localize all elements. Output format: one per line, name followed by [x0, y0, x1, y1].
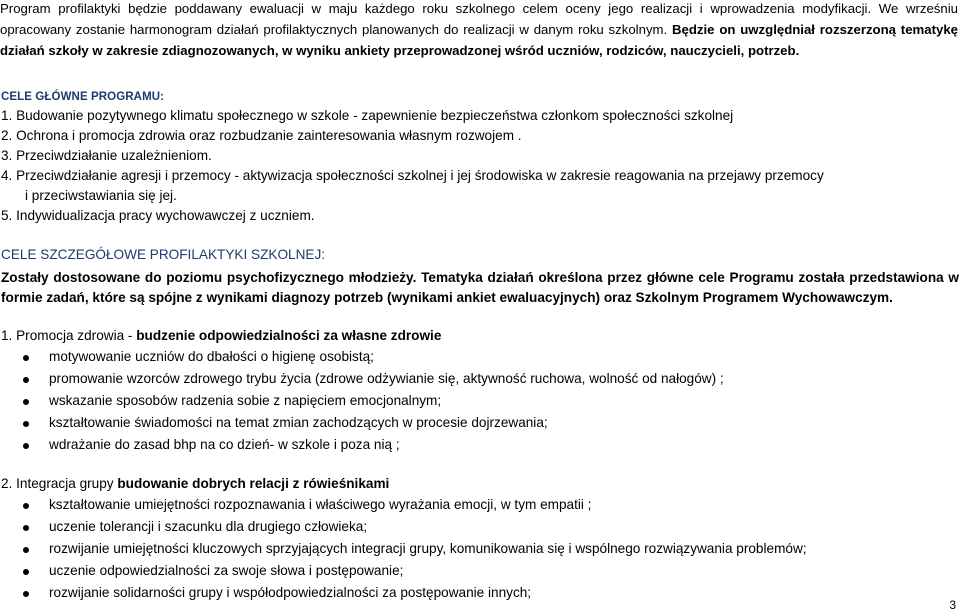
list-item-text: rozwijanie solidarności grupy i współodpowiedzialności za postępowanie innych; [49, 585, 532, 600]
page-number: 3 [949, 598, 956, 612]
bullet-icon [23, 355, 29, 361]
list-item-text: uczenie tolerancji i szacunku dla drugiego człowieka; [49, 519, 368, 534]
main-goal-item: 1. Budowanie pozytywnego klimatu społecznego w szkole - zapewnienie bezpieczeństwa członkom społeczności szkolnej [1, 108, 734, 123]
intro-text: Program profilaktyki będzie poddawany ewaluacji w maju każdego roku szkolnego celem oceny jego realizacji i wprowadzenia modyfikacji. We wrześniu opracowany zostanie harmonogram działań profilaktycznych planowanych do realizacji w danym roku szkolnym. [0, 1, 958, 37]
section1-prefix: 1. Promocja zdrowia - [1, 328, 137, 343]
main-goal-item: 5. Indywidualizacja pracy wychowawczej z uczniem. [1, 208, 315, 223]
bullet-icon [23, 377, 29, 383]
list-item-text: wskazanie sposobów radzenia sobie z napięciem emocjonalnym; [49, 393, 442, 408]
list-item-text: rozwijanie umiejętności kluczowych sprzyjających integracji grupy, komunikowania się i wspólnego rozwiązywania problemów; [49, 541, 807, 556]
main-goal-item: 4. Przeciwdziałanie agresji i przemocy - aktywizacja społeczności szkolnej i jej środowiska w zakresie reagowania na przejawy przemocy [1, 168, 824, 183]
bullet-icon [23, 503, 29, 509]
intro-paragraph [0, 0, 958, 61]
section1-title [1, 328, 441, 343]
list-item-text: wdrażanie do zasad bhp na co dzień- w szkole i poza nią ; [49, 437, 400, 452]
specific-goals-paragraph-part2: Tematyka działań określona przez główne cele Programu została przedstawiona w formie zadań, które są spójne z wynikami diagnozy potrzeb (wynikami ankiet ewaluacyjnych) oraz Szkolnym Programem Wychowawczym. [1, 270, 959, 305]
main-goal-item: 3. Przeciwdziałanie uzależnieniom. [1, 148, 212, 163]
list-item-text: uczenie odpowiedzialności za swoje słowa i postępowanie; [49, 563, 404, 578]
intro-bold-text: Będzie on uwzględniał rozszerzoną tematykę działań szkoły w zakresie zdiagnozowanych, w wyniku ankiety przeprowadzonej wśród uczniów, rodziców, nauczycieli, potrzeb. [0, 22, 958, 58]
specific-goals-paragraph-part1: Zostały dostosowane do poziomu psychofizycznego młodzieży. [1, 270, 417, 285]
section2-bold-title: budowanie dobrych relacji z rówieśnikami [117, 476, 390, 491]
section2-prefix: 2. Integracja grupy [1, 476, 118, 491]
section2-title [1, 476, 389, 491]
bullet-icon [23, 547, 29, 553]
list-item-text: motywowanie uczniów do dbałości o higienę osobistą; [49, 349, 374, 364]
main-goals-heading: CELE GŁÓWNE PROGRAMU: [1, 91, 165, 103]
bullet-icon [23, 525, 29, 531]
main-goal-item-continuation: i przeciwstawiania się jej. [25, 188, 177, 203]
list-item-text: kształtowanie umiejętności rozpoznawania i właściwego wyrażania emocji, w tym empatii ; [49, 497, 592, 512]
list-item-text: kształtowanie świadomości na temat zmian zachodzących w procesie dojrzewania; [49, 415, 548, 430]
specific-goals-heading: CELE SZCZEGÓŁOWE PROFILAKTYKI SZKOLNEJ: [1, 247, 326, 262]
specific-goals-paragraph [1, 268, 959, 307]
bullet-icon [23, 399, 29, 405]
bullet-icon [23, 569, 29, 575]
bullet-icon [23, 443, 29, 449]
bullet-icon [23, 421, 29, 427]
section1-bold-title: budzenie odpowiedzialności za własne zdrowie [136, 328, 442, 343]
list-item-text: promowanie wzorców zdrowego trybu życia (zdrowe odżywianie się, aktywność ruchowa, wolność od nałogów) ; [49, 371, 724, 386]
main-goal-item: 2. Ochrona i promocja zdrowia oraz rozbudzanie zainteresowania własnym rozwojem . [1, 128, 522, 143]
bullet-icon [23, 591, 29, 597]
